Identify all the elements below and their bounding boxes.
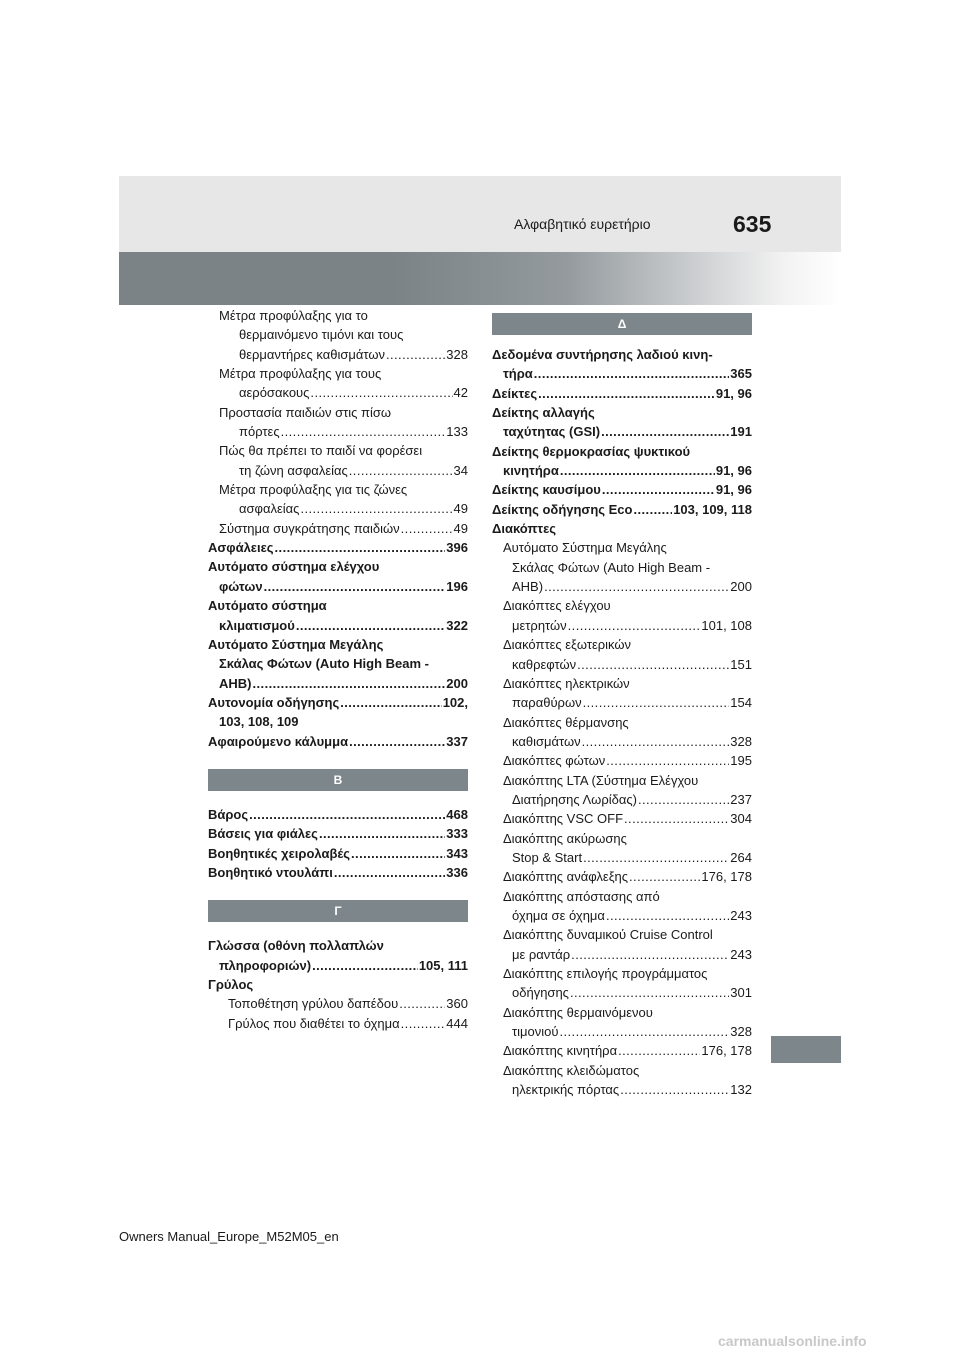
- index-page-ref: 132: [730, 1082, 752, 1098]
- index-entry: [492, 480, 752, 499]
- index-heading: Πώς θα πρέπει το παιδί να φορέσει: [219, 443, 423, 459]
- index-heading: Μέτρα προφύλαξης για τις ζώνες: [219, 482, 408, 498]
- index-page-ref: 322: [446, 617, 468, 633]
- index-heading: Διακόπτης δυναμικού Cruise Control: [503, 927, 713, 943]
- dot-leader: [310, 383, 452, 402]
- index-entry: [208, 345, 468, 364]
- index-group-g: [208, 936, 468, 1033]
- dot-leader: [560, 461, 715, 480]
- index-heading: Αυτόματο Σύστημα Μεγάλης: [503, 540, 667, 556]
- index-page-ref: 49: [453, 520, 468, 536]
- dot-leader: [281, 422, 446, 441]
- index-entry-text: αερόσακους: [239, 385, 310, 401]
- index-column-right: [492, 313, 752, 1099]
- index-entry: [208, 538, 468, 557]
- index-heading: Γρύλος: [208, 976, 254, 992]
- index-page-ref: 396: [446, 540, 468, 556]
- index-entry: [208, 863, 468, 882]
- index-page-ref: 264: [730, 849, 752, 865]
- index-entry-text: Γρύλος που διαθέτει το όχημα: [228, 1015, 400, 1031]
- index-page-ref: 360: [446, 996, 468, 1012]
- dot-leader: [606, 751, 729, 770]
- dot-leader: [300, 499, 452, 518]
- index-entry-text: Βάσεις για φιάλες: [208, 826, 318, 842]
- dot-leader: [534, 364, 730, 383]
- index-heading: Αυτόματο σύστημα ελέγχου: [208, 559, 380, 575]
- dot-leader: [629, 867, 700, 886]
- dot-leader: [312, 956, 418, 975]
- index-entry-text: Διατήρησης Λωρίδας): [512, 791, 637, 807]
- index-entry-text: Διακόπτης VSC OFF: [503, 811, 624, 827]
- index-heading: Αυτόματο Σύστημα Μεγάλης: [208, 636, 384, 652]
- page-number: 635: [733, 211, 772, 237]
- index-page-ref: 337: [446, 733, 468, 749]
- index-entry-text: καθρεφτών: [512, 656, 577, 672]
- index-entry: [208, 674, 468, 693]
- dot-leader: [559, 1022, 729, 1041]
- index-entry: [492, 751, 752, 770]
- dot-leader: [253, 674, 446, 693]
- index-page-ref: 468: [446, 806, 468, 822]
- index-entry: [492, 1041, 752, 1060]
- index-page-ref: 243: [730, 946, 752, 962]
- index-entry-text: όχημα σε όχημα: [512, 907, 605, 923]
- index-page-ref: 195: [730, 753, 752, 769]
- section-header-b: Β: [208, 769, 468, 791]
- index-heading: Διακόπτες ελέγχου: [503, 598, 611, 614]
- index-page-ref: 154: [730, 695, 752, 711]
- dot-leader: [624, 809, 729, 828]
- dot-leader: [577, 655, 729, 674]
- index-heading: Προστασία παιδιών στις πίσω: [219, 404, 392, 420]
- index-heading: θερμαινόμενο τιμόνι και τους: [239, 327, 404, 343]
- index-heading: Μέτρα προφύλαξης για τους: [219, 366, 382, 382]
- index-page-ref: 301: [730, 985, 752, 1001]
- index-entry-text: Δείκτης οδήγησης Eco: [492, 501, 633, 517]
- index-entry: [492, 983, 752, 1002]
- index-entry-text: τήρα: [503, 366, 533, 382]
- index-entry-text: πληροφοριών): [219, 957, 312, 973]
- index-page-ref: 196: [446, 578, 468, 594]
- index-page-ref: 105, 111: [418, 957, 468, 973]
- index-entry-text: καθισμάτων: [512, 733, 581, 749]
- index-page-ref: 176, 178: [701, 869, 752, 885]
- index-page-ref: 333: [446, 826, 468, 842]
- index-entry: [208, 844, 468, 863]
- section-header-d: Δ: [492, 313, 752, 335]
- index-heading: Σκάλας Φώτων (Auto High Beam -: [512, 559, 711, 575]
- dot-leader: [264, 577, 446, 596]
- index-entry: [492, 1080, 752, 1099]
- index-entry-text: τιμονιού: [512, 1024, 559, 1040]
- index-group-a: [208, 306, 468, 751]
- index-page-ref: 176, 178: [701, 1043, 752, 1059]
- index-page-ref: 42: [453, 385, 468, 401]
- dot-leader: [399, 994, 445, 1013]
- dot-leader: [349, 732, 445, 751]
- index-heading: Αυτόματο σύστημα: [208, 598, 327, 614]
- index-heading: Διακόπτης κλειδώματος: [503, 1062, 640, 1078]
- index-entry-text: φώτων: [219, 578, 263, 594]
- dot-leader: [249, 805, 445, 824]
- index-entry: [492, 500, 752, 519]
- index-page-ref: 328: [446, 346, 468, 362]
- dot-leader: [319, 824, 445, 843]
- index-entry: [208, 693, 468, 712]
- chapter-tab: [771, 1036, 841, 1063]
- index-entry-text: Διακόπτες φώτων: [503, 753, 606, 769]
- index-entry-text: Stop & Start: [512, 849, 583, 865]
- index-entry: [208, 1014, 468, 1033]
- index-page-ref: 91, 96: [715, 385, 752, 401]
- index-entry-text: Αυτονομία οδήγησης: [208, 694, 340, 710]
- index-page-ref: 101, 108: [701, 617, 752, 633]
- dot-leader: [583, 693, 730, 712]
- index-entry: [208, 577, 468, 596]
- index-column-left: [208, 306, 468, 1033]
- index-entry: [492, 848, 752, 867]
- dot-leader: [386, 345, 445, 364]
- index-page-ref: 200: [730, 579, 752, 595]
- index-page-ref: 343: [446, 845, 468, 861]
- index-page-ref: 328: [730, 1024, 752, 1040]
- index-entry: [208, 994, 468, 1013]
- dot-leader: [340, 693, 441, 712]
- index-entry: [208, 805, 468, 824]
- dot-leader: [570, 983, 729, 1002]
- dot-leader: [349, 461, 453, 480]
- index-heading: Διακόπτες θέρμανσης: [503, 714, 629, 730]
- dot-leader: [582, 732, 730, 751]
- index-page-ref: 191: [730, 424, 752, 440]
- watermark[interactable]: carmanualsonline.info: [718, 1333, 867, 1349]
- index-entry: [492, 655, 752, 674]
- index-entry-text: ηλεκτρικής πόρτας: [512, 1082, 620, 1098]
- index-entry: [208, 499, 468, 518]
- index-entry-text: θερμαντήρες καθισμάτων: [239, 346, 385, 362]
- index-entry: [492, 577, 752, 596]
- index-entry-text: Δείκτες: [492, 385, 538, 401]
- index-entry-text: Βάρος: [208, 806, 249, 822]
- dot-leader: [602, 480, 715, 499]
- index-entry-text: AHB): [219, 675, 252, 691]
- index-page-ref: 151: [730, 656, 752, 672]
- index-heading: Δείκτης θερμοκρασίας ψυκτικού: [492, 443, 691, 459]
- index-entry: [492, 945, 752, 964]
- index-heading: Διακόπτες: [492, 521, 557, 537]
- index-entry-text: Διακόπτης ανάφλεξης: [503, 869, 629, 885]
- index-entry: [492, 461, 752, 480]
- index-entry-text: κλιματισμού: [219, 617, 295, 633]
- index-entry: [208, 616, 468, 635]
- index-entry-text: Δείκτης καυσίμου: [492, 482, 601, 498]
- index-entry-text: μετρητών: [512, 617, 567, 633]
- index-heading: Διακόπτης θερμαινόμενου: [503, 1004, 653, 1020]
- index-heading: Δεδομένα συντήρησης λαδιού κινη-: [492, 347, 713, 362]
- index-entry: [208, 383, 468, 402]
- index-page-ref: 304: [730, 811, 752, 827]
- index-entry-text: Βοηθητικό ντουλάπι: [208, 864, 333, 880]
- index-heading: Δείκτης αλλαγής: [492, 405, 595, 421]
- index-entry-text: AHB): [512, 579, 544, 595]
- index-entry: [492, 1022, 752, 1041]
- index-entry-text: Διακόπτης κινητήρα: [503, 1043, 618, 1059]
- dot-leader: [401, 519, 453, 538]
- index-group-b: [208, 805, 468, 882]
- dot-leader: [633, 500, 672, 519]
- index-page-ref: 91, 96: [715, 482, 752, 498]
- index-heading: Σκάλας Φώτων (Auto High Beam -: [219, 656, 429, 672]
- index-entry-text: πόρτες: [239, 424, 280, 440]
- dot-leader: [606, 906, 729, 925]
- dot-leader: [601, 422, 729, 441]
- index-page-ref: 336: [446, 864, 468, 880]
- index-entry: [492, 364, 752, 383]
- index-entry-text: ασφαλείας: [239, 501, 300, 517]
- index-entry: [208, 422, 468, 441]
- index-group-d: [492, 345, 752, 1099]
- index-heading: Διακόπτης επιλογής προγράμματος: [503, 966, 708, 981]
- index-heading: Διακόπτης απόστασης από: [503, 888, 660, 904]
- index-entry-text: Τοποθέτηση γρύλου δαπέδου: [228, 996, 399, 1012]
- index-page-ref: 34: [453, 462, 468, 478]
- index-entry: [208, 956, 468, 975]
- index-entry-text: Ασφάλειες: [208, 540, 274, 556]
- dot-leader: [571, 945, 729, 964]
- index-entry-text: Βοηθητικές χειρολαβές: [208, 845, 351, 861]
- section-header-g: Γ: [208, 900, 468, 922]
- index-entry: [208, 732, 468, 751]
- index-page-ref: 91, 96: [715, 463, 752, 479]
- index-page-ref: 133: [446, 424, 468, 440]
- index-page-ref: 365: [730, 366, 752, 382]
- dot-leader: [583, 848, 729, 867]
- index-entry: [492, 809, 752, 828]
- footer-document-id: Owners Manual_Europe_M52M05_en: [119, 1229, 339, 1244]
- dot-leader: [296, 616, 445, 635]
- index-entry-text: με ραντάρ: [512, 946, 571, 962]
- index-entry-text: κινητήρα: [503, 463, 559, 479]
- index-entry: [492, 732, 752, 751]
- index-page-ref: 243: [730, 907, 752, 923]
- index-entry: [492, 422, 752, 441]
- index-entry-text: ταχύτητας (GSI): [503, 424, 601, 440]
- index-heading: 103, 108, 109: [219, 714, 299, 730]
- dot-leader: [568, 616, 701, 635]
- index-entry-text: τη ζώνη ασφαλείας: [239, 462, 348, 478]
- dot-leader: [351, 844, 445, 863]
- index-page-ref: 444: [446, 1015, 468, 1031]
- index-page-ref: 102,: [442, 694, 468, 710]
- dot-leader: [334, 863, 445, 882]
- header-gradient-bar: [119, 252, 841, 305]
- index-entry: [492, 867, 752, 886]
- index-heading: Γλώσσα (οθόνη πολλαπλών: [208, 938, 384, 954]
- index-entry: [492, 906, 752, 925]
- index-entry-text: οδήγησης: [512, 985, 569, 1001]
- dot-leader: [638, 790, 729, 809]
- dot-leader: [620, 1080, 729, 1099]
- index-page-ref: 200: [446, 675, 468, 691]
- dot-leader: [401, 1014, 446, 1033]
- index-entry-text: παραθύρων: [512, 695, 582, 711]
- index-entry: [492, 693, 752, 712]
- index-entry: [492, 384, 752, 403]
- index-heading: Μέτρα προφύλαξης για το: [219, 308, 368, 323]
- dot-leader: [538, 384, 715, 403]
- index-page-ref: 103, 109, 118: [673, 501, 752, 517]
- index-entry: [208, 519, 468, 538]
- index-page-ref: 49: [453, 501, 468, 517]
- index-entry-text: Σύστημα συγκράτησης παιδιών: [219, 520, 400, 536]
- index-heading: Διακόπτης LTA (Σύστημα Ελέγχου: [503, 772, 699, 788]
- index-entry-text: Αφαιρούμενο κάλυμμα: [208, 733, 349, 749]
- index-page-ref: 237: [730, 791, 752, 807]
- header-title: Αλφαβητικό ευρετήριο: [514, 216, 651, 232]
- index-heading: Διακόπτες εξωτερικών: [503, 637, 632, 653]
- index-entry: [208, 461, 468, 480]
- index-entry: [208, 824, 468, 843]
- index-page-ref: 328: [730, 733, 752, 749]
- dot-leader: [618, 1041, 700, 1060]
- dot-leader: [275, 538, 446, 557]
- index-heading: Διακόπτες ηλεκτρικών: [503, 675, 630, 691]
- index-entry: [492, 616, 752, 635]
- index-entry: [492, 790, 752, 809]
- dot-leader: [544, 577, 729, 596]
- index-heading: Διακόπτης ακύρωσης: [503, 830, 627, 846]
